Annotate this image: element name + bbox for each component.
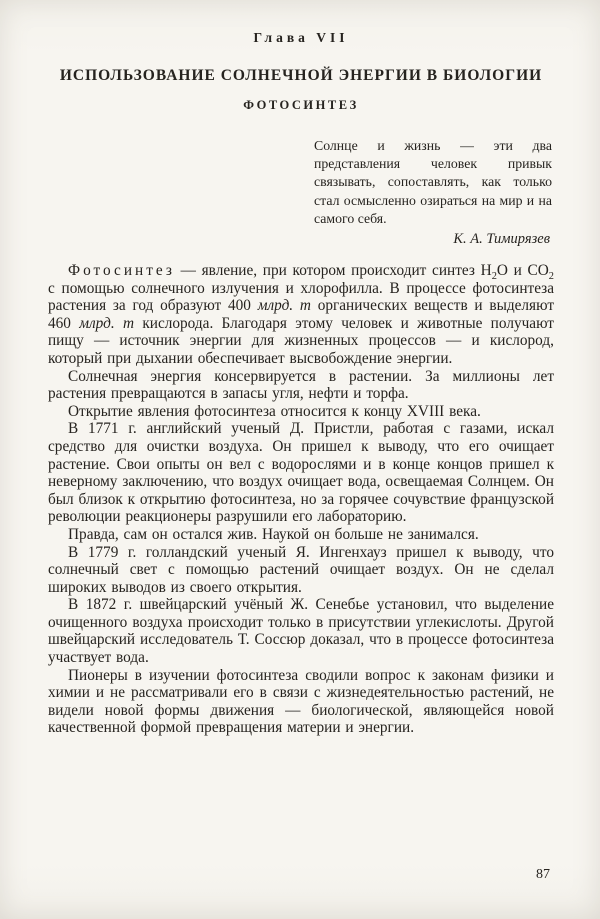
- epigraph-author: К. А. Тимирязев: [453, 231, 550, 248]
- text-run-spaced: Фотосинтез: [68, 262, 175, 280]
- page-number: 87: [536, 867, 550, 882]
- text-run-normal: с помощью солнечного излучения и хлорофилла. В процессе фотосинтеза растения за год образуют 400: [48, 279, 554, 315]
- text-run-sub: 2: [491, 271, 497, 283]
- text-run-normal: Солнечная энергия консервируется в растении. За миллионы лет растения превращаются в запасы угля, нефти и торфа.: [48, 367, 554, 403]
- text-run-normal: Правда, сам он остался жив. Наукой он больше не занимался.: [68, 525, 479, 543]
- paragraph: [48, 544, 554, 597]
- paragraph: [48, 667, 554, 737]
- paragraph: [48, 526, 554, 544]
- chapter-heading: Глава VII: [253, 30, 349, 45]
- text-run-normal: O и CO: [496, 262, 549, 280]
- text-run-normal: В 1872 г. швейцарский учёный Ж. Сенебье установил, что выделение очищенного воздуха происходит только в присутствии углекислоты. Другой швейцарский исследователь Т. Соссюр доказал, что в процессе фотосинтеза участвует вода.: [48, 596, 554, 667]
- page-title: ИСПОЛЬЗОВАНИЕ СОЛНЕЧНОЙ ЭНЕРГИИ В БИОЛОГИИ: [59, 67, 543, 84]
- text-run-normal: органических веществ и выделяют 460: [48, 297, 555, 332]
- paragraph: [48, 403, 554, 421]
- text-run-sub: 2: [548, 271, 554, 283]
- text-run-normal: — явление, при котором происходит синтез H: [174, 262, 492, 280]
- paragraph: [48, 596, 554, 666]
- section-subtitle: ФОТОСИНТЕЗ: [243, 98, 359, 112]
- text-run-italic: млрд. т: [79, 314, 135, 332]
- text-run-italic: млрд. т: [257, 297, 311, 315]
- body-text: [48, 262, 554, 737]
- paragraph: [48, 368, 554, 403]
- text-run-normal: Открытие явления фотосинтеза относится к концу XVIII века.: [68, 402, 481, 420]
- text-run-normal: В 1779 г. голландский ученый Я. Ингенхауз пришел к выводу, что солнечный свет с помощью растений очищает воздух. Он не сделал широких выводов из своего открытия.: [48, 543, 554, 596]
- text-run-normal: Пионеры в изучении фотосинтеза сводили вопрос к законам физики и химии и не рассматривали его в связи с жизнедеятельностью растений, не видели новой формы движения — биологической, являющейся новой качественной формой превращения материи и энергии.: [48, 666, 554, 737]
- epigraph: [314, 137, 552, 248]
- epigraph-text: Солнце и жизнь — эти два представления человек привык связывать, сопоставлять, как только стал осмысленно озираться на мир и на самого себя.: [314, 138, 552, 226]
- paragraph: [48, 420, 554, 526]
- text-run-normal: В 1771 г. английский ученый Д. Пристли, работая с газами, искал средство для очистки воздуха. Он пришел к выводу, что его очищает растение. Свои опыты он вел с водорослями и в конце концов пришел к неверному заключению, что воздух очищает вода, освещаемая Солнцем. Он был близок к открытию фотосинтеза, но за горячее сочувствие французской революции реакционеры разрушили его лабораторию.: [48, 420, 554, 526]
- text-run-normal: кислорода. Благодаря этому человек и животные получают пищу — источник энергии для жизненных процессов — и кислород, который при дыхании обеспечивает высвобождение энергии.: [48, 314, 554, 367]
- paragraph: [48, 262, 554, 368]
